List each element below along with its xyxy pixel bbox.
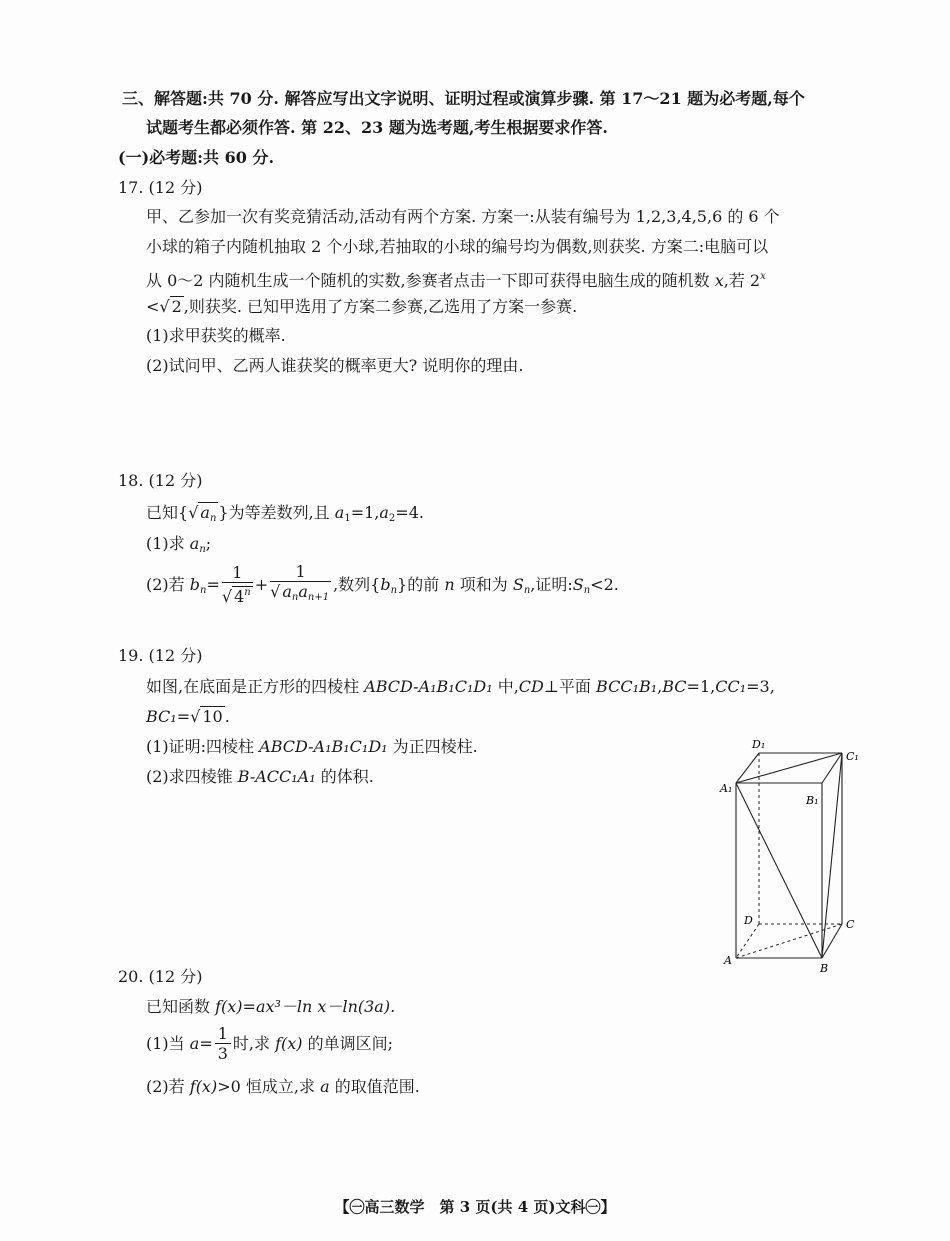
q18-n-var: n: [444, 575, 455, 594]
q19-part2-text-a: (2)求四棱锥: [146, 767, 233, 786]
q19-text-b: 中,: [497, 677, 519, 696]
diag-a1c1: [736, 753, 842, 783]
q17-sup-x: x: [760, 271, 766, 282]
section-heading-line2: 试题考生都必须作答. 第 22、23 题为选考题,考生根据要求作答.: [146, 118, 608, 137]
q18-bn-sub2: n: [390, 585, 398, 596]
q18-part1-sub: n: [199, 544, 206, 555]
q19-bc: BC: [662, 677, 687, 696]
q18-frac1: $\frac{1}{√ 4^n}$: [221, 563, 251, 606]
q20-part1: [146, 1022, 393, 1066]
q17-line3-text-b: ,若 2: [723, 271, 761, 290]
q20-part1-fx: f(x): [275, 1034, 303, 1053]
q17-line2: 小球的箱子内随机抽取 2 个小球,若抽取的小球的编号均为偶数,则获奖. 方案二:电脑可以: [146, 237, 769, 256]
q20-part2-text-b: >0 恒成立,求: [217, 1077, 315, 1096]
q17-line3: [146, 266, 766, 292]
q19-perp: ⊥平面: [543, 677, 591, 696]
q19-part1-text-a: (1)证明:四棱柱: [146, 737, 255, 756]
diag-a1b: [736, 783, 822, 958]
q20-part2-text-a: (2)若: [146, 1077, 185, 1096]
q18-sn-var2: S: [572, 575, 584, 594]
q19-cc1: CC₁: [715, 677, 747, 696]
q18-frac1-den: 4: [234, 587, 245, 606]
q20-part2: [146, 1076, 420, 1098]
q20-text-a: 已知函数: [146, 997, 211, 1016]
q19-prism: ABCD-A₁B₁C₁D₁: [364, 677, 493, 696]
section-heading-line1: 三、解答题:共 70 分. 解答应写出文字说明、证明过程或演算步骤. 第 17～21 题为必考题,每个: [122, 89, 805, 108]
q18-part2: [146, 562, 619, 614]
q18-text-d: =4.: [395, 503, 424, 522]
q18-sqrt-an: [198, 502, 218, 522]
label-d1: D₁: [752, 738, 766, 751]
q19-cc1-val: =3,: [746, 677, 775, 696]
q19-line2: BC₁=√ 10 .: [146, 707, 230, 726]
q18-bn-var2: b: [380, 575, 391, 594]
q19-part1: [146, 736, 478, 758]
q19-part1-prism: ABCD-A₁B₁C₁D₁: [259, 737, 388, 756]
q18-frac1-sup: n: [244, 587, 251, 598]
q19-text-a: 如图,在底面是正方形的四棱柱: [146, 677, 360, 696]
label-b1: B₁: [806, 794, 819, 807]
q18-frac2-den-b: a: [298, 582, 308, 601]
q18-a2-var: a: [379, 503, 389, 522]
q19-part1-text-b: 为正四棱柱.: [392, 737, 478, 756]
section-subheading: (一)必考题:共 60 分.: [118, 148, 275, 167]
q18-sqrt-var: a: [200, 503, 210, 522]
q19-part2: [146, 766, 374, 788]
q20-part2-fx: f(x): [189, 1077, 218, 1096]
q18-a2-sub: 2: [388, 513, 396, 524]
q18-text-e2: 项和为: [459, 575, 508, 594]
label-a: A: [724, 954, 732, 967]
q19-bc1-end: .: [224, 707, 230, 726]
q18-a1-sub: 1: [344, 513, 351, 524]
q18-sn-var: S: [512, 575, 524, 594]
q18-text-f2: ,证明:: [530, 575, 573, 594]
q18-a1-var: a: [334, 503, 345, 522]
label-c1: C₁: [846, 750, 859, 763]
q19-part2-text-b: 的体积.: [320, 767, 374, 786]
q18-eq: =: [206, 575, 220, 594]
label-c: C: [846, 918, 855, 931]
q18-frac2: $\frac{1}{√ a_na_{n+1}}$: [270, 562, 330, 603]
q19-bc-val: =1,: [686, 677, 716, 696]
q18-sn-sub2: n: [583, 585, 591, 596]
q17-part1: (1)求甲获奖的概率.: [146, 326, 286, 345]
q18-plus: +: [254, 575, 269, 594]
q18-part1: [146, 533, 211, 561]
q19-pyramid: B-ACC₁A₁: [237, 767, 316, 786]
label-b: B: [820, 962, 829, 975]
q17-line4-text: ,则获奖. 已知甲选用了方案二参赛,乙选用了方案一参赛.: [183, 297, 578, 316]
q18-bn-var: b: [189, 575, 201, 594]
diag-ac-hidden: [736, 924, 842, 958]
q19-line1: [146, 676, 775, 698]
q18-part2-text-a: (2)若: [146, 575, 185, 594]
q20-line1: [146, 996, 395, 1018]
page-footer: 【㊀高三数学 第 3 页(共 4 页)文科㊀】: [334, 1198, 616, 1216]
q18-part1-end: ;: [205, 534, 212, 553]
q20-part1-text-a: (1)当: [146, 1034, 185, 1053]
q18-frac2-num: 1: [270, 563, 331, 582]
q19-comma: ,: [657, 677, 663, 696]
q17-line1: 甲、乙参加一次有奖竞猜活动,活动有两个方案. 方案一:从装有编号为 1,2,3,4,5,6 的 6 个: [146, 207, 780, 226]
q20-frac-num: 1: [215, 1025, 231, 1044]
q19-bc1: BC₁: [146, 707, 177, 726]
q20-part2-var: a: [320, 1077, 330, 1096]
q19-bc1-eq: =: [176, 707, 191, 726]
q18-frac2-den-bsub: n+1: [307, 592, 330, 603]
q18-sn-sub: n: [523, 585, 531, 596]
q18-part1-var: a: [189, 534, 200, 553]
q20-frac: [215, 1025, 231, 1064]
q17-var-x: x: [714, 271, 724, 290]
q18-text-g2: <2.: [590, 575, 619, 594]
label-d: D: [744, 914, 753, 927]
q17-part2: (2)试问甲、乙两人谁获奖的概率更大? 说明你的理由.: [146, 356, 524, 375]
q20-part2-text-c: 的取值范围.: [334, 1077, 420, 1096]
q17-line4: <√ 2 ,则获奖. 已知甲选用了方案二参赛,乙选用了方案一参赛.: [146, 297, 578, 316]
q19-header: 19. (12 分): [118, 646, 203, 665]
q20-part1-var: a: [189, 1034, 200, 1053]
q20-part1-text-b: 时,求: [232, 1034, 270, 1053]
q18-text-d2: }的前: [397, 575, 440, 594]
q18-header: 18. (12 分): [118, 471, 203, 490]
q20-part1-text-c: 的单调区间;: [307, 1034, 394, 1053]
q17-lt: <: [146, 297, 160, 316]
q18-part1-text: (1)求: [146, 534, 185, 553]
q18-text-c2: ,数列{: [333, 575, 381, 594]
q17-line3-text-a: 从 0～2 内随机生成一个随机的实数,参赛者点击一下即可获得电脑生成的随机数: [146, 271, 710, 290]
label-a1: A₁: [720, 782, 733, 795]
q18-frac1-num: 1: [222, 564, 253, 583]
q18-sqrt-sub: n: [209, 513, 217, 524]
q20-func: f(x)=ax³－ln x－ln(3a).: [215, 997, 396, 1016]
prism-figure: [718, 736, 868, 976]
q18-frac2-den-a: a: [282, 582, 292, 601]
q18-line1: 已知{√ $a_n$ }为等差数列,且 $a_1=1,a_2=4$.: [146, 503, 424, 524]
q18-bn-sub: n: [200, 585, 207, 596]
q19-sqrt10: 10: [202, 707, 223, 726]
q18-text-a: 已知{: [146, 503, 189, 522]
q18-text-b: }为等差数列,且: [218, 503, 330, 522]
q18-frac2-den-asub: n: [291, 592, 299, 603]
edge-da-hidden: [736, 924, 759, 958]
q18-text-c: =1,: [350, 503, 380, 522]
q20-header: 20. (12 分): [118, 967, 203, 986]
edge-a1d1: [736, 753, 759, 783]
q20-part1-eq: =: [199, 1034, 213, 1053]
q20-frac-den: 3: [217, 1044, 228, 1063]
q17-header: 17. (12 分): [118, 178, 203, 197]
q19-plane: BCC₁B₁: [596, 677, 658, 696]
q19-cd: CD: [518, 677, 544, 696]
q17-sqrt2: 2: [171, 297, 182, 316]
diag-c1b: [822, 753, 842, 958]
